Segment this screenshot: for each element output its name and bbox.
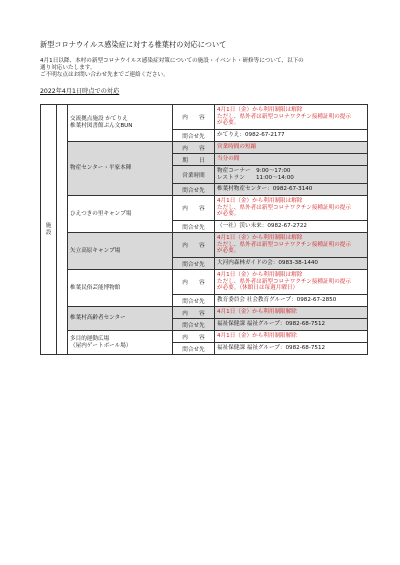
facility-name-line: 交流拠点施設 かてりえ (70, 116, 128, 123)
info-text: かてりえ：0982-67-2177 (217, 132, 285, 139)
facility-name-line: （屋内ゲートボール場） (70, 342, 132, 349)
field-value (215, 154, 368, 166)
notice-text: が必要。 (217, 211, 240, 218)
facility-table (40, 104, 368, 355)
field-value (215, 295, 368, 307)
category-label (41, 105, 57, 355)
notice-text: が必要。 (217, 248, 240, 255)
as-of-date: 2022年4月1日時点での対応 (40, 88, 120, 95)
field-label: 問合せ先 (173, 319, 215, 331)
info-text: 福祉保健課 福祉グループ：0982-68-7512 (217, 345, 326, 352)
table-row (41, 331, 368, 343)
field-label: 期 日 (173, 154, 215, 166)
field-label: 問合せ先 (173, 258, 215, 270)
intro-line: 通り対応いたします。 (40, 65, 96, 72)
field-label: 内 容 (173, 331, 215, 343)
field-value (215, 221, 368, 233)
field-value (215, 258, 368, 270)
notice-text: 4月1日（金）から利用制限は解除 (217, 234, 303, 241)
info-text: 福祉保健課 福祉グループ：0982-68-7512 (217, 321, 326, 328)
facility-name (68, 142, 173, 196)
table-row (41, 233, 368, 258)
category-char: 設 (45, 229, 52, 236)
facility-name (68, 331, 173, 355)
intro-paragraph (40, 58, 370, 80)
facility-name-line: 椎葉村高齢者センター (70, 315, 126, 322)
facility-name-line: 椎葉村図書館ぶん文BUN (70, 123, 133, 129)
info-text: （一社）渓い未来：0982-67-2722 (217, 223, 307, 230)
field-value (215, 233, 368, 258)
facility-name (68, 307, 173, 331)
field-value (215, 196, 368, 221)
field-label: 内 容 (173, 233, 215, 258)
notice-text: ただし、県外者は新型コロナワクチン接種証明の提示 (217, 204, 351, 211)
field-value (215, 307, 368, 319)
notice-text: が必要。（休館日は毎週月曜日） (217, 285, 299, 292)
facility-name-line: 矢立高原キャンプ場 (70, 247, 121, 254)
notice-text: が必要。 (217, 120, 240, 127)
field-value (215, 142, 368, 154)
facility-name-line: 椎葉民俗芸能博物館 (70, 284, 121, 291)
notice-text: ただし、県外者は新型コロナワクチン接種証明の提示 (217, 278, 351, 285)
field-value (215, 319, 368, 331)
table-row (41, 142, 368, 154)
table-row (41, 270, 368, 295)
field-value (215, 270, 368, 295)
document-title: 新型コロナウイルス感染症に対する椎葉村の対応について (40, 40, 227, 49)
info-text: 教育委員会 社会教育グループ：0982-67-2850 (217, 297, 337, 304)
field-label: 問合せ先 (173, 295, 215, 307)
field-label: 内 容 (173, 142, 215, 154)
facility-name (68, 105, 173, 142)
field-label: 問合せ先 (173, 343, 215, 355)
field-value (215, 331, 368, 343)
field-label: 問合せ先 (173, 221, 215, 233)
field-label: 問合せ先 (173, 130, 215, 142)
intro-line: 4月1日以降、本村の新型コロナウイルス感染症対策についての施設・イベント・研修等について、以下の (40, 58, 304, 64)
facility-name-line: 物産センター・平家本陣 (70, 165, 132, 172)
intro-line: ご不明な点はお問い合わせ先までご連絡ください。 (40, 72, 169, 79)
facility-name-line: 多目的運動広場 (70, 335, 110, 342)
table-row (41, 307, 368, 319)
category-char: 施 (45, 222, 52, 229)
field-label: 内 容 (173, 196, 215, 221)
indent-column (57, 105, 68, 355)
facility-name (68, 196, 173, 233)
field-label: 営業時間 (173, 166, 215, 184)
notice-text: 4月1日（金）から利用制限は解除 (217, 106, 303, 113)
notice-text: ただし、県外者は新型コロナワクチン接種証明の提示 (217, 113, 351, 120)
notice-text: 4月1日（金）から利用制限解除 (217, 333, 297, 340)
field-value (215, 130, 368, 142)
facility-name (68, 233, 173, 270)
field-value (215, 105, 368, 130)
field-value (215, 166, 368, 184)
facility-name-line: ひえつきの里キャンプ場 (70, 210, 132, 217)
info-text: 大河内森林ガイドの会：0983-38-1440 (217, 260, 318, 267)
field-label: 内 容 (173, 105, 215, 130)
notice-text: ただし、県外者は新型コロナワクチン接種証明の提示 (217, 241, 351, 248)
field-value (215, 343, 368, 355)
table-row (41, 105, 368, 130)
notice-text: 4月1日（金）から利用制限は解除 (217, 197, 303, 204)
info-text: 物産コーナー 9:00～17:00 (217, 167, 291, 174)
field-label: 内 容 (173, 307, 215, 319)
info-text: 椎葉村物産センター：0982-67-3140 (217, 186, 313, 193)
info-text: レストラン 11:00～14:00 (217, 174, 294, 181)
notice-text: 当分の間 (217, 156, 240, 163)
notice-text: 営業時間の短縮 (217, 144, 257, 151)
field-label: 問合せ先 (173, 184, 215, 196)
field-value (215, 184, 368, 196)
table-row (41, 196, 368, 221)
field-label: 内 容 (173, 270, 215, 295)
notice-text: 4月1日（金）から利用制限解除 (217, 309, 297, 316)
notice-text: 4月1日（金）から利用制限は解除 (217, 271, 303, 278)
facility-name (68, 270, 173, 307)
